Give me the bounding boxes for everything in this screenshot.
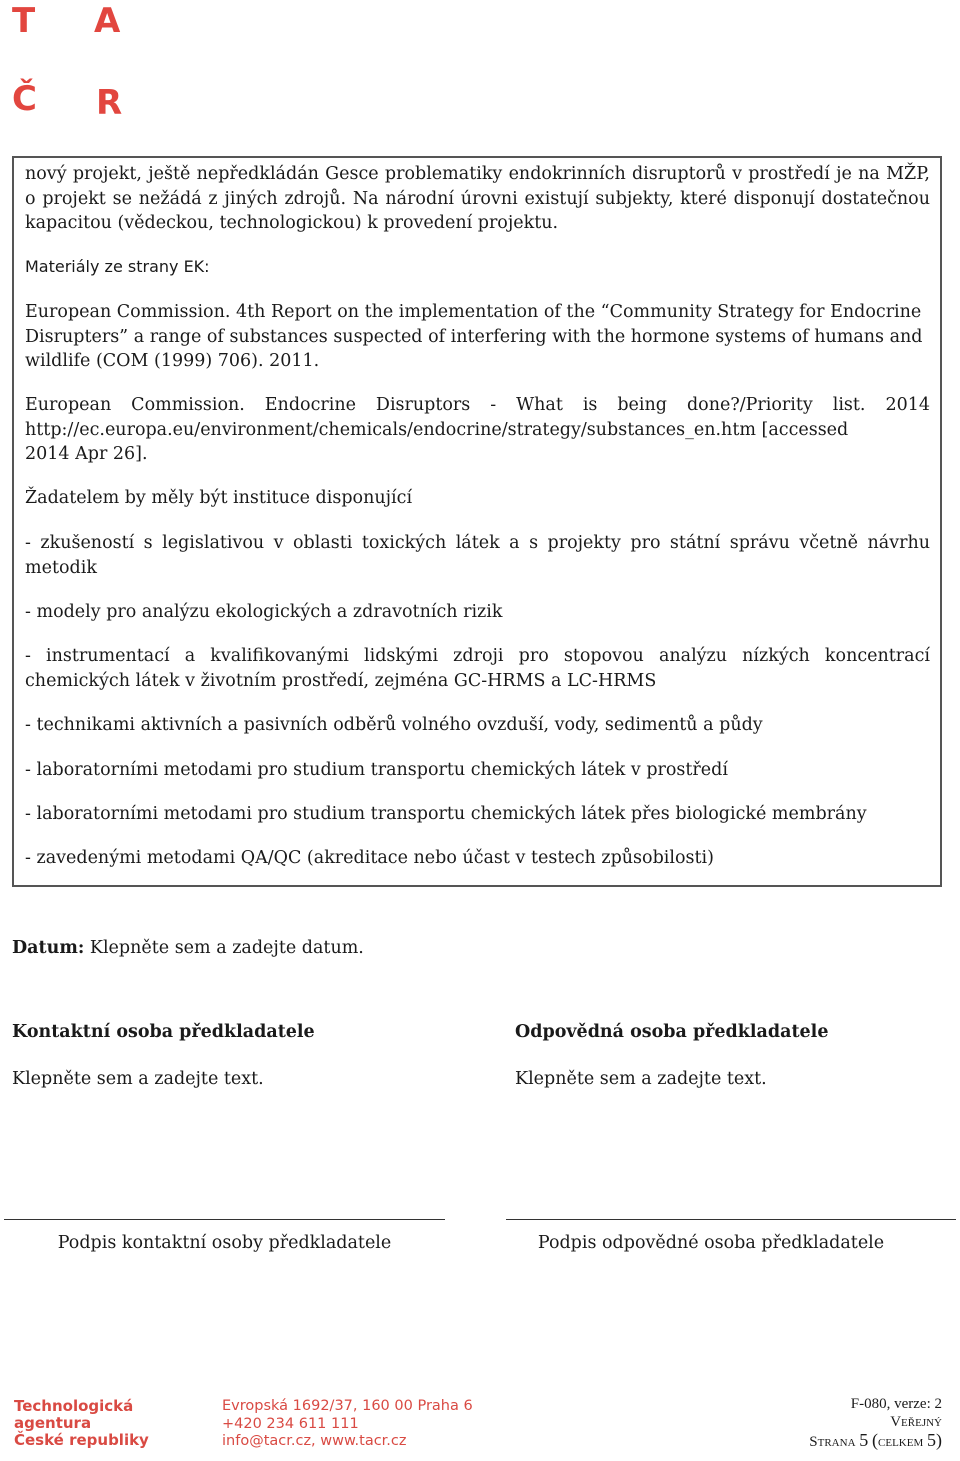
list-item: - technikami aktivních a pasivních odběrů volného ovzduší, vody, sedimentů a půdy bbox=[25, 715, 763, 735]
paragraph-materials: Materiály ze strany EK: bbox=[25, 257, 210, 276]
paragraph-applicant: Žadatelem by měly být instituce disponující bbox=[25, 488, 413, 508]
date-line bbox=[12, 938, 364, 958]
date-label: Datum: bbox=[12, 938, 85, 958]
contact-person-field[interactable]: Klepněte sem a zadejte text. bbox=[12, 1069, 264, 1089]
footer-organization bbox=[14, 1398, 149, 1449]
list-item: - modely pro analýzu ekologických a zdravotních rizik bbox=[25, 602, 503, 622]
signature-label-left: Podpis kontaktní osoby předkladatele bbox=[57, 1233, 392, 1253]
paragraph-reference-2: European Commission. Endocrine Disruptors - What is being done?/Priority list. 2014 http://ec.europa.eu/environment/chemicals/endocrine/strategy/substances_en.htm [accessed bbox=[25, 395, 930, 440]
logo-letter: Č bbox=[12, 79, 37, 119]
footer-phone: +420 234 611 111 bbox=[222, 1415, 359, 1432]
page-word: Strana bbox=[809, 1434, 856, 1450]
page-total: 5 bbox=[927, 1430, 936, 1450]
signature-line-right bbox=[506, 1219, 956, 1220]
paragraph-reference-2-date: 2014 Apr 26]. bbox=[25, 444, 148, 464]
list-item: - zavedenými metodami QA/QC (akreditace nebo účast v testech způsobilosti) bbox=[25, 848, 714, 868]
footer-address-line: Evropská 1692/37, 160 00 Praha 6 bbox=[222, 1398, 473, 1414]
total-word: celkem bbox=[878, 1434, 924, 1450]
list-item: - zkušeností s legislativou v oblasti toxických látek a s projekty pro státní správu včetně návrhu metodik bbox=[25, 533, 930, 578]
list-item: - laboratorními metodami pro studium transportu chemických látek v prostředí bbox=[25, 760, 728, 780]
page-number bbox=[809, 1431, 942, 1451]
contact-person-title: Kontaktní osoba předkladatele bbox=[12, 1022, 315, 1042]
signature-label-right: Podpis odpovědné osoba předkladatele bbox=[537, 1233, 885, 1253]
footer-contact-links: info@tacr.cz, www.tacr.cz bbox=[222, 1433, 407, 1449]
logo-letter: A bbox=[94, 1, 121, 41]
date-field[interactable]: Klepněte sem a zadejte datum. bbox=[89, 938, 364, 958]
footer-org-line: agentura bbox=[14, 1414, 92, 1432]
form-version: F-080, verze: 2 bbox=[850, 1396, 942, 1412]
logo-letter: R bbox=[96, 83, 123, 123]
footer-org-line: České republiky bbox=[14, 1431, 149, 1449]
footer-address bbox=[222, 1398, 473, 1451]
paragraph-reference-1: European Commission. 4th Report on the implementation of the “Community Strategy for Endocrine Disrupters” a range of substances suspected of interfering with the hormone systems of humans and wildlife (COM (1999) 706). 2011. bbox=[25, 302, 923, 371]
logo-letter: T bbox=[12, 1, 36, 41]
paragraph-intro: nový projekt, ještě nepředkládán Gesce problematiky endokrinních disruptorů v prostředí je na MŽP, o projekt se nežádá z jiných zdrojů. Na národní úrovni existují subjekty, které disponují dostatečnou kapacitou (vědeckou, technologickou) k provedení projektu. bbox=[25, 164, 930, 233]
paren-close: ) bbox=[936, 1430, 942, 1450]
signature-line-left bbox=[4, 1219, 445, 1220]
content-box bbox=[12, 156, 942, 887]
page-current: 5 bbox=[859, 1430, 869, 1450]
list-item: - instrumentací a kvalifikovanými lidskými zdroji pro stopovou analýzu nízkých koncentrací chemických látek v životním prostředí, zejména GC-HRMS a LC-HRMS bbox=[25, 646, 930, 691]
footer-form-info bbox=[809, 1395, 942, 1451]
tacr-logo bbox=[12, 1, 132, 123]
list-item: - laboratorními metodami pro studium transportu chemických látek přes biologické membrány bbox=[25, 804, 867, 824]
public-label: Veřejný bbox=[890, 1414, 942, 1430]
footer-org-line: Technologická bbox=[14, 1397, 134, 1415]
paren-open: ( bbox=[872, 1430, 879, 1450]
responsible-person-title: Odpovědná osoba předkladatele bbox=[515, 1022, 829, 1042]
responsible-person-field[interactable]: Klepněte sem a zadejte text. bbox=[515, 1069, 767, 1089]
